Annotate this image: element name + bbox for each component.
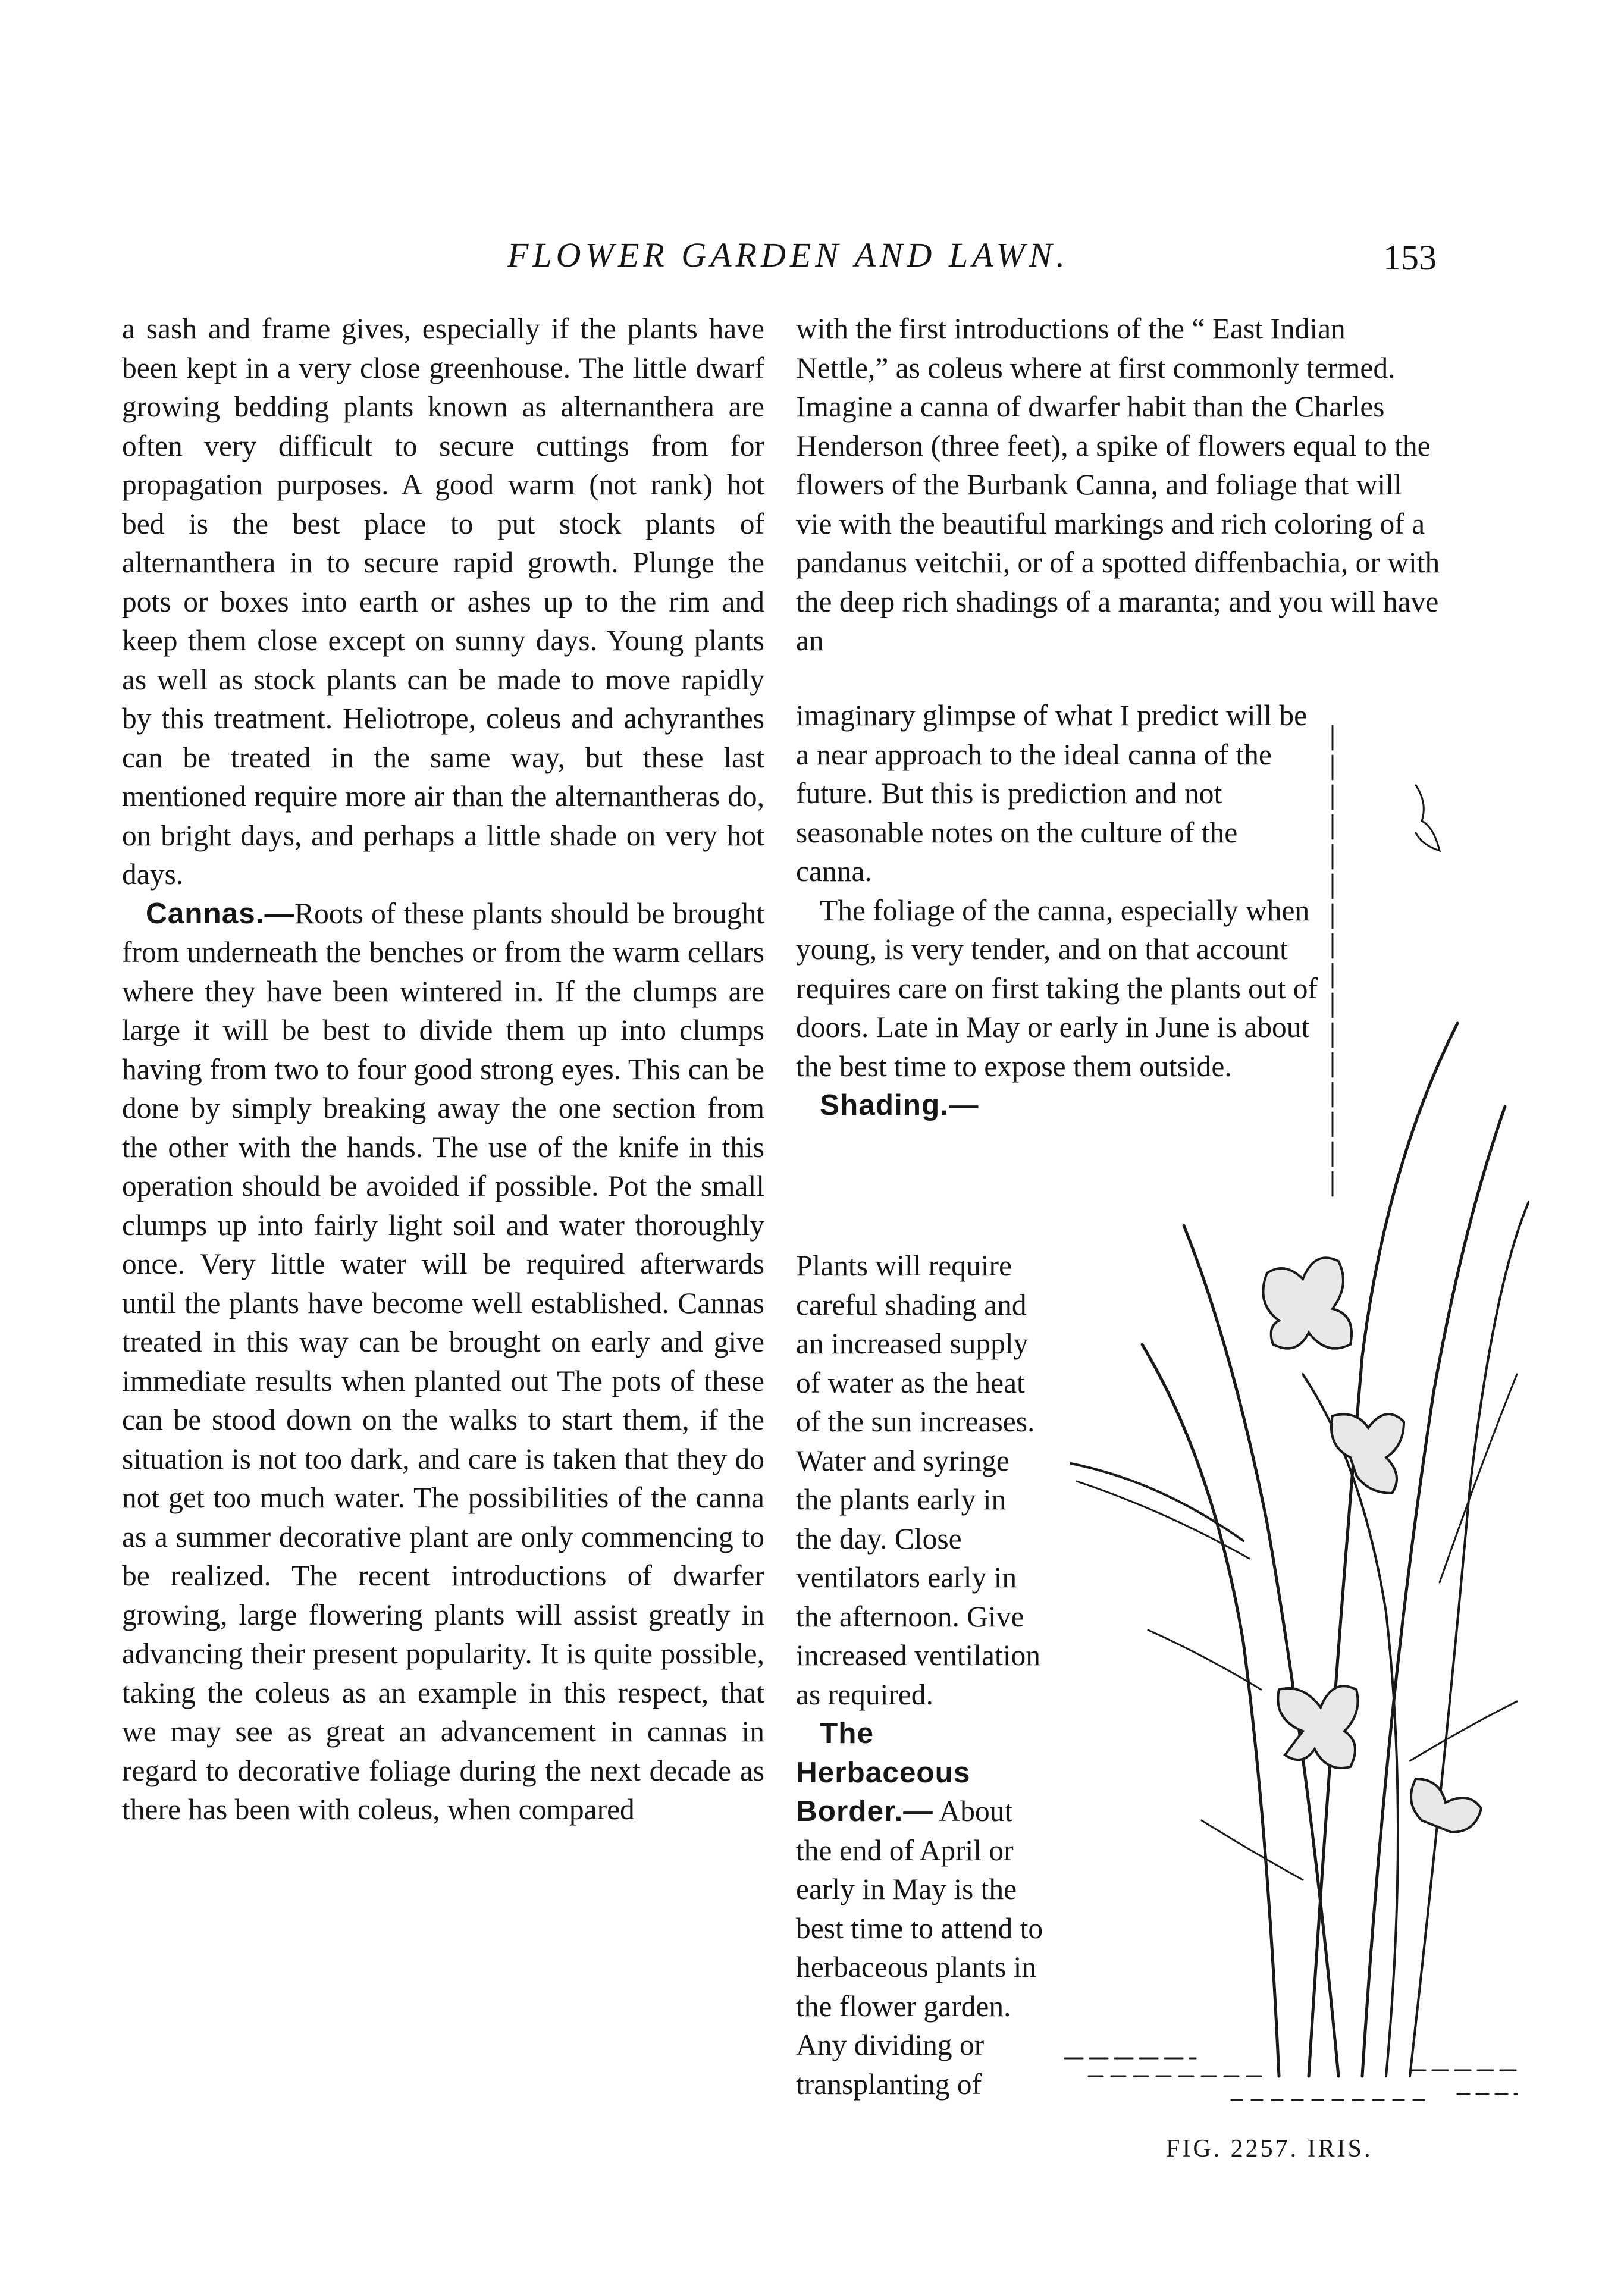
cannas-text: Roots of these plants should be brought from underneath the benches or from the warm cellars where they have been wintered in. If the clumps are large it will be best to divide them up into clumps having from two to four good strong eyes. This can be done by simply breaking away the one section from the other with the hands. The use of the knife in this operation should be avoided if possible. Pot the small clumps up into fairly light soil and water thoroughly once. Very little water will be required afterwards until the plants have become well established. Cannas treated in this way can be brought on early and give immediate results when planted out The pots of these can be stood down on the walks to start them, if the situation is not too dark, and care is taken that they do not get too much water. The possibilities of the canna as a summer decorative plant are only commencing to be realized. The recent introductions of dwarfer growing, large flowering plants will assist greatly in advancing their present popularity. It is quite possible, taking the coleus as an example in this respect, that we may see as great an advancement in cannas in regard to decorative foliage during the next decade as there has been with coleus, when compared <box>122 897 764 1826</box>
paragraph-east-indian-nettle: with the first introductions of the “ East Indian Nettle,” as coleus where at first commonly termed. Imagine a canna of dwarfer habit than the Charles Henderson (three feet), a spike of flowers equal to the flowers of the Burbank Canna, and foliage that will vie with the beautiful markings and rich coloring of a pandanus veitchii, or of a spotted diffenbachia, or with the deep rich shadings of a maranta; and you will have an <box>796 312 1440 657</box>
paragraph-prediction: imaginary glimpse of what I predict will be a near approach to the ideal canna of the future. But this is prediction and not seasonable notes on the culture of the canna. <box>796 699 1308 888</box>
paragraph-alternanthera: a sash and frame gives, especially if the plants have been kept in a very close greenhouse. The little dwarf growing bedding plants known as alternanthera are often very difficult to secure cuttings from for propagation purposes. A good warm (not rank) hot bed is the best place to put stock plants of alternanthera in to secure rapid growth. Plunge the pots or boxes into earth or ashes up to the rim and keep them close except on sunny days. Young plants as well as stock plants can be made to move rapidly by this treatment. Heliotrope, coleus and achyranthes can be treated in the same way, but these last mentioned require more air than the alternantheras do, on bright days, and perhaps a little shade on very hot days. <box>122 312 764 891</box>
right-column-top <box>796 309 1441 660</box>
paragraph-shading: Plants will require careful shading and an increased supply of water as the heat of the sun increases. Water and syringe the plants early in the day. Close ventilators early in the afternoon. Give increased ventilation as required. <box>796 1249 1040 1711</box>
paragraph-herbaceous <box>796 1714 1046 2104</box>
figure-caption: FIG. 2257. IRIS. <box>1166 2135 1373 2162</box>
paragraph-foliage: The foliage of the canna, especially when young, is very tender, and on that account requires care on first taking the plants out of doors. Late in May or early in June is about the best time to expose them outside. <box>796 894 1318 1083</box>
section-heading-herbaceous: The Herbaceous Border.— <box>796 1717 971 1828</box>
paragraph-cannas <box>122 894 764 1829</box>
iris-illustration <box>1053 690 1529 2130</box>
section-heading-cannas: Cannas.— <box>146 897 295 930</box>
left-column <box>122 309 764 1829</box>
herbaceous-text: About the end of April or early in May is the best time to attend to herbaceous plants in the flower garden. Any dividing or transplanting of <box>796 1795 1043 2101</box>
page-number: 153 <box>1383 238 1437 277</box>
running-title: FLOWER GARDEN AND LAWN. <box>507 236 1069 274</box>
iris-plant-drawing <box>1053 690 1529 2130</box>
right-column-narrow <box>796 1246 1046 2104</box>
page-header <box>0 235 1624 283</box>
section-heading-shading: Shading.— <box>820 1089 979 1121</box>
